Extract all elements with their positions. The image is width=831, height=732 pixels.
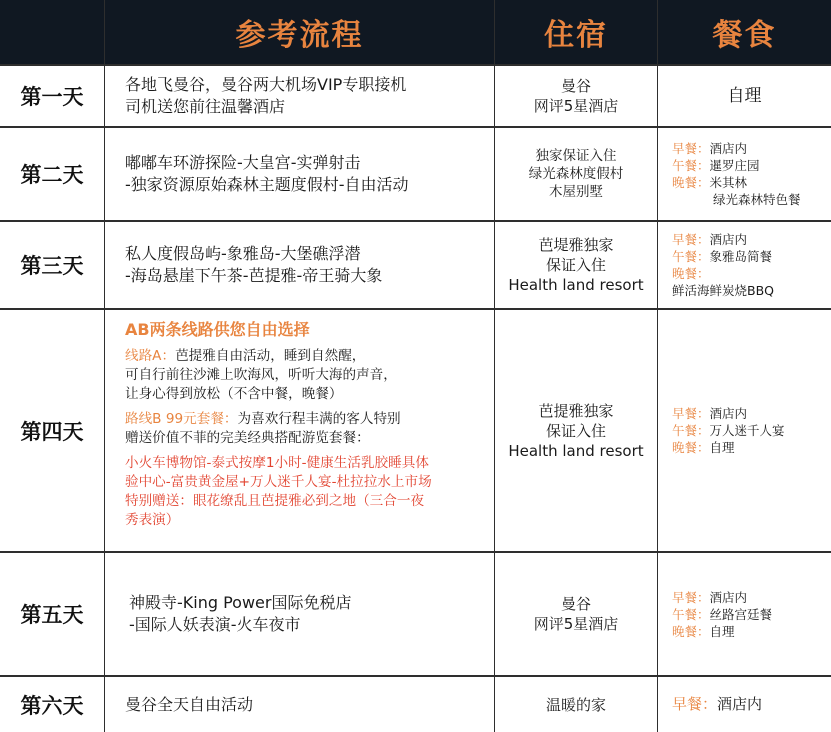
meal-value: 自理 xyxy=(709,440,735,455)
meal-line xyxy=(672,157,825,174)
route-cell xyxy=(105,128,495,222)
route-line: 让身心得到放松（不含中餐，晚餐） xyxy=(125,386,343,402)
route-line: 神殿寺-King Power国际免税店 xyxy=(129,593,352,612)
meal-value: 万人迷千人宴 xyxy=(709,423,785,438)
route-line: 私人度假岛屿-象雅岛-大堡礁浮潜 xyxy=(125,244,361,263)
hotel-line: 芭提雅独家 xyxy=(538,401,614,420)
meal-key: 晚餐： xyxy=(672,623,710,639)
meal-line xyxy=(672,265,825,282)
hotel-line: 绿光森林度假村 xyxy=(528,166,624,182)
meal-line xyxy=(672,174,825,191)
route-cell xyxy=(105,553,495,677)
hotel-cell xyxy=(495,310,658,553)
route-line: 可自行前往沙滩上吹海风，听听大海的声音， xyxy=(125,367,397,383)
route-line: 小火车博物馆-泰式按摩1小时-健康生活乳胶睡具体 xyxy=(125,455,429,471)
meal-cell xyxy=(658,222,831,310)
hotel-line: 保证入住 xyxy=(545,421,606,440)
route-line: -独家资源原始森林主题度假村-自由活动 xyxy=(125,175,409,194)
meal-line xyxy=(672,231,825,248)
meal-value: 自理 xyxy=(709,623,735,639)
meal-key: 晚餐： xyxy=(672,440,710,455)
meal-line xyxy=(672,623,825,640)
day-label: 第四天 xyxy=(0,310,105,553)
meal-cell xyxy=(658,66,831,128)
hotel-line: 温暖的家 xyxy=(545,695,606,714)
line-b-block xyxy=(125,410,484,448)
line-a-label: 线路A： xyxy=(125,348,176,364)
hotel-line: 曼谷 xyxy=(560,595,591,613)
hotel-line: 芭堤雅独家 xyxy=(538,236,614,254)
route-line: 芭提雅自由活动，睡到自然醒， xyxy=(175,348,366,364)
hotel-cell xyxy=(495,553,658,677)
meal-value: 丝路宫廷餐 xyxy=(709,606,773,622)
meal-value: 象雅岛简餐 xyxy=(709,249,773,264)
route-line: 嘟嘟车环游探险-大皇宫-实弹射击 xyxy=(125,153,361,172)
route-line: 验中心-富贵黄金屋+万人迷千人宴-杜拉拉水上市场 xyxy=(125,474,432,490)
line-b-package xyxy=(125,454,484,530)
day-label: 第三天 xyxy=(0,222,105,310)
hotel-cell xyxy=(495,128,658,222)
meal-line xyxy=(672,589,825,606)
route-line: 特别赠送：眼花缭乱且芭提雅必到之地（三合一夜 xyxy=(125,493,425,509)
day-label: 第二天 xyxy=(0,128,105,222)
header-hotel: 住宿 xyxy=(495,0,658,66)
hotel-line: Health land resort xyxy=(508,441,644,460)
meal-key: 午餐： xyxy=(672,606,710,622)
meal-cell xyxy=(658,128,831,222)
route-cell xyxy=(105,310,495,553)
hotel-line: 网评5星酒店 xyxy=(533,97,619,115)
meal-key: 晚餐： xyxy=(672,175,710,190)
hotel-cell xyxy=(495,66,658,128)
meal-cell xyxy=(658,553,831,677)
meal-line xyxy=(672,140,825,157)
meal-value: 绿光森林特色餐 xyxy=(713,192,801,207)
meal-line xyxy=(672,191,825,208)
hotel-line: 曼谷 xyxy=(560,77,591,95)
route-line: 赠送价值不菲的完美经典搭配游览套餐： xyxy=(125,430,370,446)
meal-key: 早餐： xyxy=(672,406,710,421)
route-line: -海岛悬崖下午茶-芭提雅-帝王骑大象 xyxy=(125,266,383,285)
meal-value: 酒店内 xyxy=(709,141,748,156)
route-line: 司机送您前往温馨酒店 xyxy=(125,97,286,116)
route-line: 曼谷全天自由活动 xyxy=(125,694,254,714)
hotel-line: 独家保证入住 xyxy=(535,148,617,164)
meal-key: 晚餐： xyxy=(672,266,710,281)
route-cell xyxy=(105,66,495,128)
route-line: 各地飞曼谷，曼谷两大机场VIP专职接机 xyxy=(125,75,407,94)
hotel-line: 保证入住 xyxy=(545,256,606,274)
meal-key: 早餐： xyxy=(672,695,718,713)
route-options-title: AB两条线路供您自由选择 xyxy=(125,320,310,339)
header-corner xyxy=(0,0,105,66)
day-label: 第五天 xyxy=(0,553,105,677)
route-line: 为喜欢行程丰满的客人特别 xyxy=(237,411,401,427)
day-label: 第六天 xyxy=(0,677,105,732)
meal-key: 午餐： xyxy=(672,249,710,264)
route-line: 秀表演） xyxy=(125,512,180,528)
meal-value: 自理 xyxy=(727,85,762,106)
meal-value: 鲜活海鲜炭烧BBQ xyxy=(672,283,774,298)
meal-value: 米其林 xyxy=(709,175,748,190)
meal-value: 暹罗庄园 xyxy=(709,158,760,173)
meal-line xyxy=(672,422,825,439)
header-route: 参考流程 xyxy=(105,0,495,66)
meal-value: 酒店内 xyxy=(709,589,748,605)
meal-line xyxy=(672,282,825,299)
hotel-line: 网评5星酒店 xyxy=(533,615,619,633)
day-label: 第一天 xyxy=(0,66,105,128)
meal-key: 早餐： xyxy=(672,232,710,247)
meal-value: 酒店内 xyxy=(709,232,748,247)
meal-line xyxy=(672,606,825,623)
meal-key: 午餐： xyxy=(672,158,710,173)
meal-line xyxy=(672,439,825,456)
meal-value: 酒店内 xyxy=(709,406,748,421)
meal-line xyxy=(672,696,825,713)
route-line: -国际人妖表演-火车夜市 xyxy=(129,615,301,634)
header-meal: 餐食 xyxy=(658,0,831,66)
hotel-line: 木屋别墅 xyxy=(549,184,603,200)
meal-line xyxy=(672,248,825,265)
meal-cell xyxy=(658,310,831,553)
meal-line xyxy=(672,405,825,422)
hotel-line: Health land resort xyxy=(508,276,644,294)
meal-key: 午餐： xyxy=(672,423,710,438)
meal-value: 酒店内 xyxy=(717,695,763,713)
hotel-cell xyxy=(495,222,658,310)
route-cell xyxy=(105,677,495,732)
hotel-cell xyxy=(495,677,658,732)
meal-key: 早餐： xyxy=(672,589,710,605)
route-cell xyxy=(105,222,495,310)
meal-cell xyxy=(658,677,831,732)
line-a-block xyxy=(125,347,484,404)
meal-key: 早餐： xyxy=(672,141,710,156)
line-b-label: 路线B 99元套餐： xyxy=(125,411,238,427)
